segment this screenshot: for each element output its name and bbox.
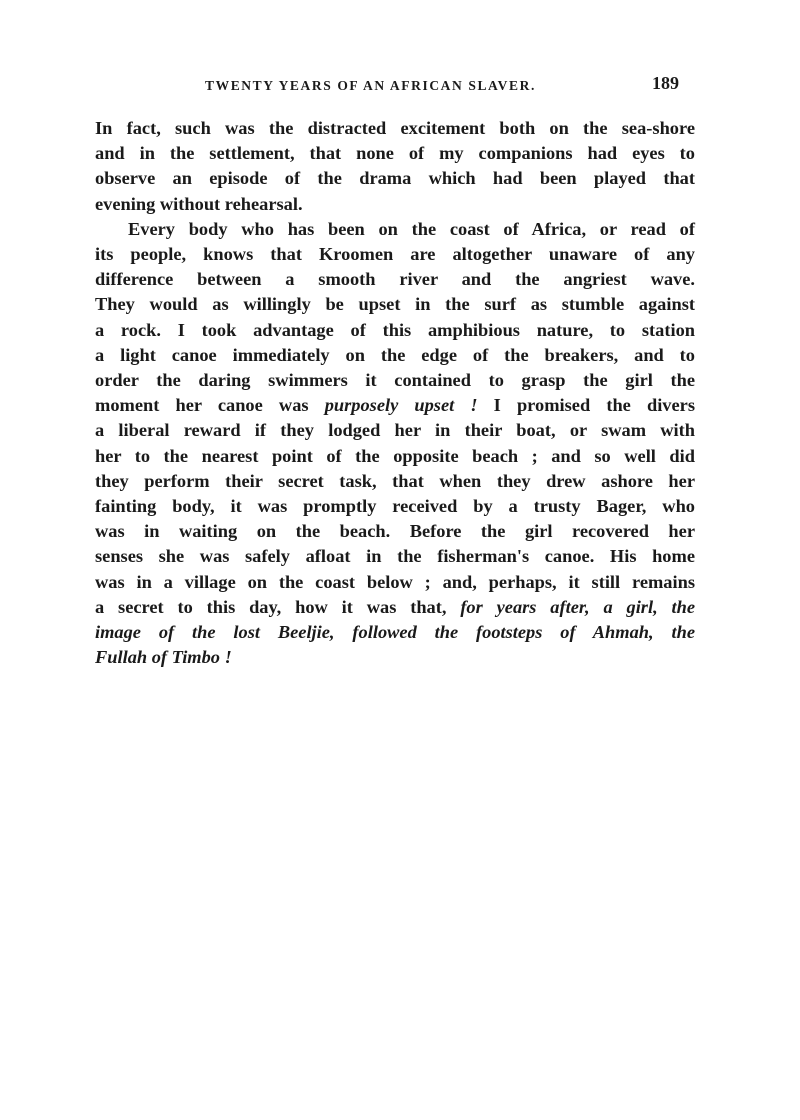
text-line: They would as willingly be upset in the surf as stumble against [95,294,695,315]
text-line: evening without rehearsal. [95,193,303,214]
text-line: its people, knows that Kroomen are altogether unaware of any [95,244,695,265]
text-line: Fullah of Timbo ! [95,647,232,668]
text-line: difference between a smooth river and the angriest wave. [95,269,695,290]
text-line: image of the lost Beeljie, followed the footsteps of Ahmah, the [95,622,695,643]
text-line: was in a village on the coast below ; and, perhaps, it still remains [95,571,695,592]
text-line: fainting body, it was promptly received by a trusty Bager, who [95,496,695,517]
text-line: senses she was safely afloat in the fisherman's canoe. His home [95,546,695,567]
text-line [95,595,695,620]
text-line: a light canoe immediately on the edge of the breakers, and to [95,344,695,365]
text-segment: moment her canoe was [95,395,325,416]
italic-phrase: for years after, a girl, the [460,596,696,617]
page-number: 189 [652,73,679,93]
text-line: a liberal reward if they lodged her in their boat, or swam with [95,420,695,441]
text-segment: a secret to this day, how it was that, [95,596,461,617]
text-line: her to the nearest point of the opposite beach ; and so well did [95,445,695,466]
text-line [95,393,695,418]
running-head: TWENTY YEARS OF AN AFRICAN SLAVER. [205,78,536,93]
text-line: they perform their secret task, that when they drew ashore her [95,470,695,491]
text-line: order the daring swimmers it contained to grasp the girl the [95,370,695,391]
italic-phrase: purposely upset ! [324,395,478,416]
text-line: a rock. I took advantage of this amphibious nature, to station [95,319,695,340]
body-text [95,116,695,670]
text-line: Every body who has been on the coast of Africa, or read of [128,218,695,239]
text-segment: I promised the divers [477,395,695,416]
text-line: and in the settlement, that none of my companions had eyes to [95,143,695,164]
text-line: In fact, such was the distracted excitement both on the sea-shore [95,118,695,138]
text-line: observe an episode of the drama which had been played that [95,168,695,189]
text-line: was in waiting on the beach. Before the girl recovered her [95,521,695,542]
